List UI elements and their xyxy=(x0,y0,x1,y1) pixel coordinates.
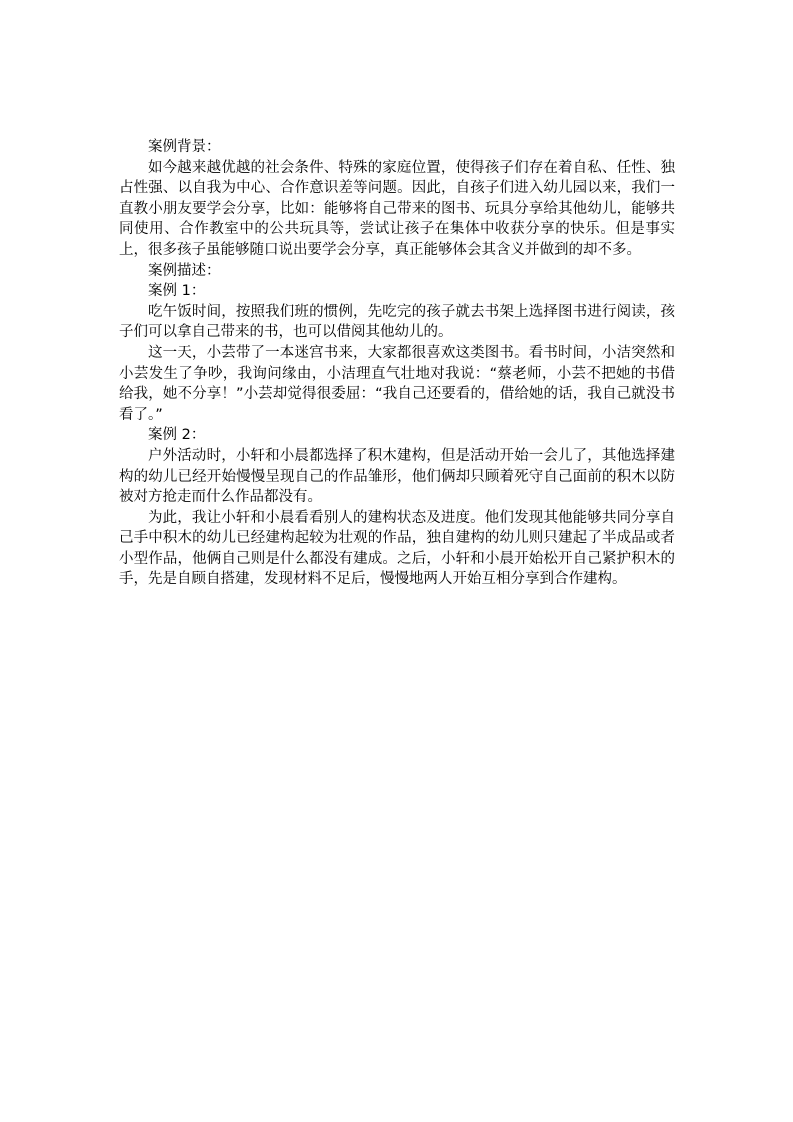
heading-case-1: 案例 1： xyxy=(148,283,206,300)
heading-case-2: 案例 2： xyxy=(148,427,206,444)
heading-case-background: 案例背景： xyxy=(148,139,221,155)
document-body xyxy=(119,137,675,590)
paragraph-case-2-a: 户外活动时，小轩和小晨都选择了积木建构，但是活动开始一会儿了，其他选择建构的幼儿已经开始慢慢呈现自己的作品雏形，他们俩却只顾着死守自己面前的积木以防被对方抢走而什么作品都没有。 xyxy=(119,447,675,506)
paragraph-case-1-b: 这一天，小芸带了一本迷宫书来，大家都很喜欢这类图书。看书时间，小洁突然和小芸发生了争吵，我询问缘由，小洁理直气壮地对我说：“蔡老师，小芸不把她的书借给我，她不分享！”小芸却觉得很委屈：“我自己还要看的，借给她的话，我自己就没书看了。” xyxy=(119,344,675,423)
paragraph-background: 如今越来越优越的社会条件、特殊的家庭位置，使得孩子们存在着自私、任性、独占性强、以自我为中心、合作意识差等问题。因此，自孩子们进入幼儿园以来，我们一直教小朋友要学会分享，比如：能够将自己带来的图书、玩具分享给其他幼儿，能够共同使用、合作教室中的公共玩具等，尝试让孩子在集体中收获分享的快乐。但是事实上，很多孩子虽能够随口说出要学会分享，真正能够体会其含义并做到的却不多。 xyxy=(119,159,675,258)
heading-case-description: 案例描述： xyxy=(148,262,221,279)
paragraph-case-2-b: 为此，我让小轩和小晨看看别人的建构状态及进度。他们发现其他能够共同分享自己手中积木的幼儿已经建构起较为壮观的作品，独自建构的幼儿则只建起了半成品或者小型作品，他俩自己则是什么都没有建成。之后，小轩和小晨开始松开自己紧护积木的手，先是自顾自搭建，发现材料不足后，慢慢地两人开始互相分享到合作建构。 xyxy=(119,509,675,588)
paragraph-case-1-a: 吃午饭时间，按照我们班的惯例，先吃完的孩子就去书架上选择图书进行阅读，孩子们可以拿自己带来的书，也可以借阅其他幼儿的。 xyxy=(119,303,675,341)
